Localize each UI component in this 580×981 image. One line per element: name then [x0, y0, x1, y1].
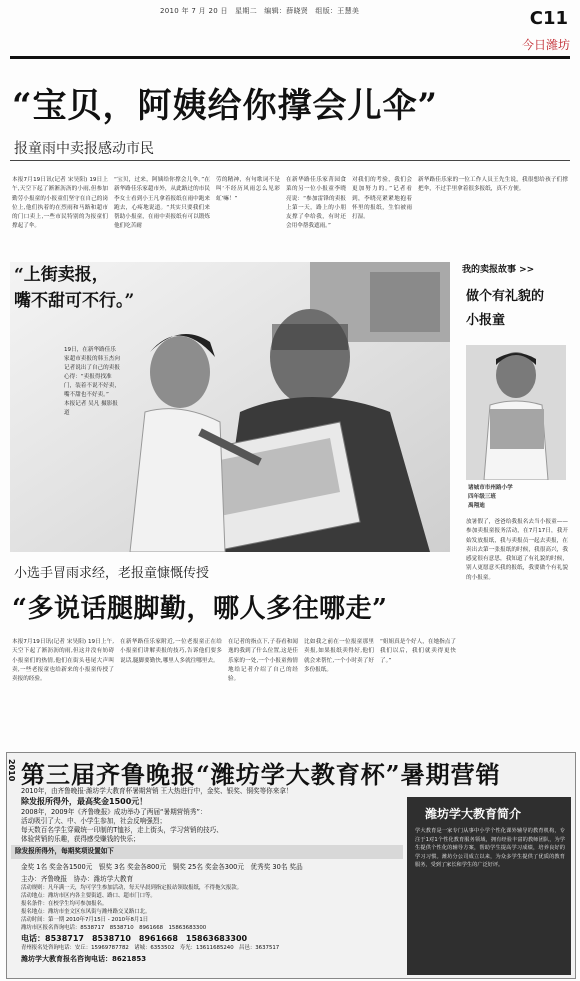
- photographer: 本报记者 吴凡 摄影报道: [64, 401, 118, 416]
- ad-prize-bar: [11, 845, 403, 859]
- photo-quote-line-1: “上街卖报，: [14, 265, 109, 285]
- story1-column-1: 本报7月19日讯(记者 宋昊阳) 19日上午,天空下起了淅淅沥沥的小雨,但参加勤劳小报童的小报童们坚守在自己的岗位上,他们执着的在烈雨和马路和超市的门口卖上,一些市民特别的为报童们撑起了伞。: [12, 177, 108, 230]
- ad-detail-6: 潍坊市区报名咨询电话：8538717 8538710 8961668 15863683300: [21, 925, 207, 931]
- ad-line-2: 除发报所得外，最高奖金1500元！: [21, 797, 148, 806]
- story2-column-5: “姐姐真是个好人，在她指点了我们以后，我们就卖得更快了。”: [380, 639, 456, 664]
- story1-column-6: 新华路佳乐家的一位工作人员王先生说，我很想给孩子们撑把伞，不过手里拿着很多报纸，真不方便。: [418, 177, 568, 193]
- story1-column-5: 对我们的考验，我们会更加努力的。”记者看到，李晓亮紧紧地抱着怀里的报纸，生怕被雨打湿。: [352, 177, 412, 221]
- ad-bar-text: 除发报所得外，每期奖项设置如下: [15, 847, 114, 855]
- kid-caption: [468, 484, 513, 511]
- ad-detail-4: 报名地点：潍坊市奎文区东风街与潍州路交叉路口北。: [21, 909, 151, 915]
- sidebar-header: 我的卖报故事 >>: [462, 265, 535, 275]
- section-name: 今日潍坊: [521, 38, 570, 52]
- kid-photo: [466, 345, 566, 480]
- kid-caption-school: 诸城市市州路小学: [468, 485, 513, 491]
- ad-intro-text: 学大教育是一家专门从事中小学个性化课外辅导的教育机构，专注于1对1个性化教育服务领域，拥有经验丰富的教师团队，为学生提供个性化的辅导方案，帮助学生提高学习成绩，培养良好的学习习惯。潍坊分公司成立以来，为众多学生提供了优质的教育服务，受到了家长和学生的广泛好评。: [415, 828, 565, 869]
- headline-1: “宝贝，阿姨给你撑会儿伞”: [12, 86, 439, 126]
- headline-2: “多说话腿脚勤，哪人多往哪走”: [12, 594, 388, 624]
- ad-organizer: 主办：齐鲁晚报 协办：潍坊学大教育: [21, 875, 134, 883]
- story1-column-3: 劳的精神，有句歌词不是叫‘不经历风雨怎么见彩虹’嘛！”: [216, 177, 280, 202]
- ad-detail-8: 潍坊学大教育报名咨询电话：8621853: [21, 955, 147, 963]
- photo-caption: [64, 346, 120, 418]
- photo-quote: [14, 262, 134, 314]
- story2-column-3: 在记者的指点下,子春看和闻逸的我到了什么位置,这是佳乐家的一处,一个小报童热情地给记者介绍了自己的经验。: [228, 639, 298, 683]
- header-info: 2010 年 7 月 20 日 星期二 编辑：薛晓贤 组版：王慧美: [160, 7, 360, 15]
- subhead-1: 报童雨中卖报感动市民: [14, 141, 154, 157]
- photo-quote-line-2: 嘴不甜可不行。”: [14, 291, 135, 311]
- advertisement: [6, 752, 576, 979]
- sidebar-title-line-2: 小报童: [466, 313, 506, 328]
- page-header: [0, 0, 580, 28]
- ad-line-5: 每天数百名学生穿戴统一印制的T恤衫，走上街头，学习营销的技巧、: [21, 826, 223, 834]
- story2-column-4: 比如我之前在一位报童那里卖报,如果报纸卖得好,他们就会来帮忙,一个小时卖了好多份报纸。: [304, 639, 374, 673]
- ad-line-6: 体验营销的乐趣，获得感受赚钱的快乐；: [21, 835, 140, 843]
- kid-caption-class: 四年级三班: [468, 494, 496, 500]
- ad-prize-line: 金奖 1名 奖金各1500元 银奖 3名 奖金各800元 铜奖 25名 奖金各300元 优秀奖 30名 奖品: [21, 863, 303, 871]
- divider: [10, 160, 570, 161]
- ad-line-4: 活动吸引了大、中、小学生参加，社会反响强烈；: [21, 817, 167, 825]
- story1-column-4: 在新华路佳乐家菁园食菜的另一位小报童李晓亮说：“参加雷锋的卖报上第一天，路上的小朋友撑了伞给我，有时还会用伞帮我遮雨。”: [286, 177, 346, 230]
- ad-detail-7: 青州报名处咨询电话：安丘：15969787782 诸城：6353502 寿光：13611685240 昌邑：3637517: [21, 945, 280, 951]
- ad-intro-title: 潍坊学大教育简介: [425, 807, 522, 821]
- ad-line-1: 2010年，由齐鲁晚报·潍坊学大教育杯暑期营销 王大热进行中，金奖、银奖、铜奖等你来拿！: [21, 787, 293, 795]
- story2-column-2: 在新华路佳乐家附近,一位老报童正在给小报童们讲解卖报的技巧,告诉他们要多说话,腿脚要勤快,哪里人多就往哪里去。: [120, 639, 222, 664]
- ad-detail-3: 报名条件：在校学生均可参加报名。: [21, 901, 108, 907]
- top-rule: [10, 56, 570, 59]
- page-number: C11: [529, 8, 568, 29]
- subhead-2: 小选手冒雨求经，老报童慷慨传授: [14, 566, 210, 581]
- ad-line-3: 2008年，2009年《齐鲁晚报》成功举办了两届“暑期营销秀”：: [21, 808, 207, 816]
- kid-photo-image: [466, 345, 566, 480]
- story1-column-2: “宝贝，过来，阿姨给你撑会儿伞。”在新华路佳乐家超市外，从此路过的市民李女士看到小王凡拿着报纸在雨中跑来跑去，心疼地说道。“其实只要我们来帮助小报童，在雨中卖报纸有可以锻炼他们吃苦耐: [114, 177, 210, 230]
- sidebar-title: [466, 285, 544, 333]
- ad-detail-5: 活动时间：第一期 2010年7月15日 - 2010年8月1日: [21, 917, 149, 923]
- ad-phone-line: 电话：8538717 8538710 8961668 15863683300: [21, 934, 248, 943]
- ad-detail-2: 活动地点：潍坊市区内各主要街道、路口、超市门口等。: [21, 893, 156, 899]
- ad-intro-panel: [407, 797, 571, 975]
- ad-detail-1: 活动规则：凡年满一天，均可学生参加活动，每天早晨到指定报站领取报纸，不得拖欠报款。: [21, 885, 243, 891]
- photo-caption-text: 19日，在新华路佳乐家超市卖报的韩玉杰向记者说出了自己的卖报心得：“卖报得找准门，装着不说不好卖，嘴不甜也不好卖。”: [64, 347, 120, 398]
- ad-year: 2010: [7, 759, 16, 782]
- kid-caption-name: 禹翔迪: [468, 503, 485, 509]
- ad-title: 第三届齐鲁晚报“潍坊学大教育杯”暑期营销: [21, 760, 501, 789]
- story2-column-1: 本报7月19日讯(记者 宋昊阳) 19日上午,天空下起了淅沥沥的雨,但这并没有妨碍小报童们的热情,他们在街头巷尾大声叫卖,一些老报童也给新来的小报童传授了卖报的经验。: [12, 639, 114, 683]
- sidebar-text: 放暑假了，爸爸给我报名去当小报童——参加卖报童报务活动，在7月17日，我开始发放报纸，我与卖报员一起去卖报，在卖出去第一张报纸的时候，我很高兴，我感觉很有意思，我知道了有礼貌的时候，别人更愿意买我的报纸，我要做个有礼貌的小报童。: [466, 519, 568, 581]
- sidebar-title-line-1: 做个有礼貌的: [466, 289, 545, 304]
